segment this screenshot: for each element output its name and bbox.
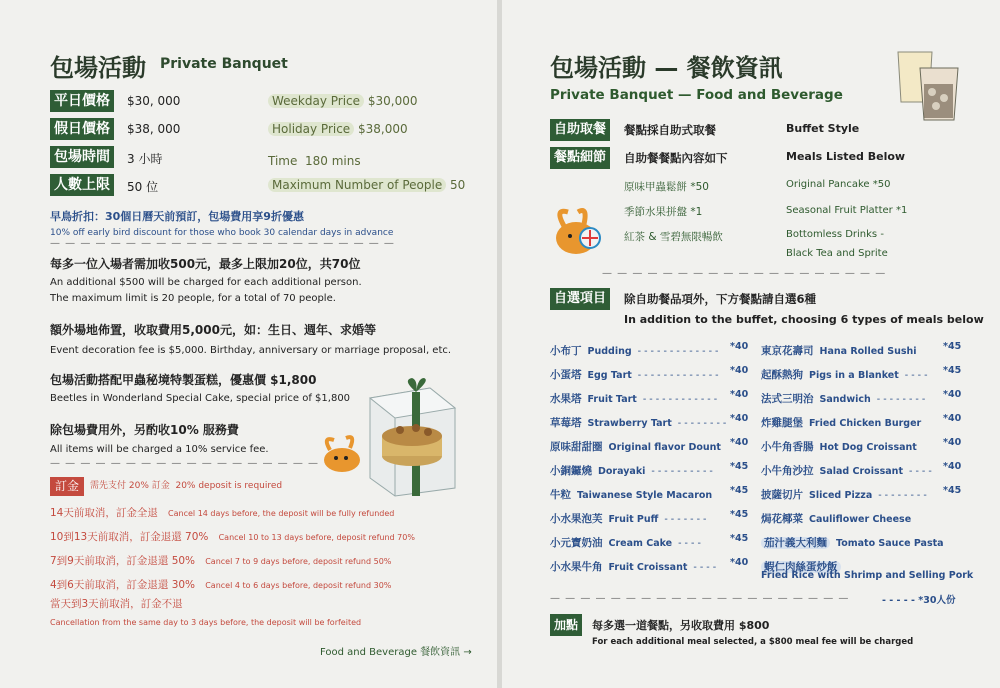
left-menu-item-cn: 小蛋塔: [550, 369, 582, 381]
right-divider-1: — — — — — — — — — — — — — — — — — — —: [602, 268, 887, 279]
right-menu-item-en: Hot Dog Croissant: [819, 442, 917, 453]
drinks-illustration: [894, 44, 964, 124]
food-beverage-link[interactable]: Food and Beverage 餐飲資訊 →: [320, 647, 472, 658]
add-tag: 加點: [550, 614, 582, 636]
buffet-cn: 餐點採自助式取餐: [624, 123, 716, 137]
left-menu-item: [550, 387, 717, 406]
right-menu-item: [761, 363, 928, 382]
left-menu-item-price: *40: [730, 365, 749, 376]
left-menu-item-cn: 牛粒: [550, 489, 571, 501]
left-menu-item-en: Cream Cake: [608, 538, 673, 549]
left-page: [0, 0, 497, 688]
right-menu-item-dots: - - - - - - - -: [876, 394, 926, 405]
item-1-cn: 季節水果拼盤 *1: [624, 206, 703, 218]
fried-rice-en: Fried Rice with Shrimp and Selling Pork: [761, 570, 974, 581]
time-value: 3 小時: [127, 152, 163, 166]
decoration-en: Event decoration fee is $5,000. Birthday, anniversary or marriage proposal, etc.: [50, 345, 452, 356]
extra-person-en1: An additional $500 will be charged for each additional person.: [50, 277, 362, 288]
cancel-row-2: 7到9天前取消，訂金退還 50% Cancel 7 to 9 days before, deposit refund 50%: [50, 555, 392, 567]
left-menu-item: [550, 483, 718, 502]
item-0-cn: 原味甲蟲鬆餅 *50: [624, 181, 709, 193]
item-2-cn: 紅茶 & 雪碧無限暢飲: [624, 231, 723, 243]
serves-note: - - - - - *30人份: [882, 595, 956, 606]
right-menu-item-cn: 焗花椰菜: [761, 513, 803, 525]
early-bird-en: 10% off early bird discount for those who book 30 calendar days in advance: [50, 228, 394, 238]
add-row: [550, 614, 582, 636]
right-menu-item-price: *40: [943, 413, 962, 424]
left-menu-item: [550, 411, 726, 430]
left-menu-item-en: Fruit Croissant: [608, 562, 688, 573]
left-menu-item-price: *40: [730, 341, 749, 352]
left-menu-item-dots: - - - - - - - - - - - - -: [637, 370, 719, 381]
buffet-en: Buffet Style: [786, 122, 860, 135]
left-menu-item: [550, 555, 716, 574]
left-menu-item-price: *40: [730, 389, 749, 400]
deposit-row: [50, 475, 84, 496]
beetle-mascot-illustration: [550, 198, 610, 260]
left-menu-item-cn: 水果塔: [550, 393, 582, 405]
left-menu-item-en: Fruit Puff: [608, 514, 659, 525]
left-menu-item-cn: 小水果牛角: [550, 561, 603, 573]
right-divider-2: — — — — — — — — — — — — — — — — — — — —: [550, 593, 850, 604]
left-menu-item-cn: 小水果泡芙: [550, 513, 603, 525]
buffet-tag: 自助取餐: [550, 119, 610, 141]
time-en: Time 180 mins: [268, 154, 361, 168]
divider-2: — — — — — — — — — — — — — — — — — —: [50, 458, 320, 469]
right-menu-item-price: *40: [943, 461, 962, 472]
cancel-row-3: 4到6天前取消，訂金退還 30% Cancel 4 to 6 days before, deposit refund 30%: [50, 579, 392, 591]
left-menu-item-price: *45: [730, 509, 749, 520]
cancel-row-1: 10到13天前取消，訂金退還 70% Cancel 10 to 13 days before, deposit refund 70%: [50, 531, 415, 543]
time-row: [50, 146, 114, 168]
right-menu-item-en: Tomato Sauce Pasta: [836, 538, 944, 549]
right-title-en: Private Banquet — Food and Beverage: [550, 87, 843, 103]
cancel-last-cn: 當天到3天前取消，訂金不退: [50, 598, 183, 610]
choice-cn: 除自助餐品項外，下方餐點請自選6種: [624, 292, 816, 306]
left-menu-item-dots: - - - - - - - - - -: [651, 466, 713, 477]
choice-tag: 自選項目: [550, 288, 610, 310]
right-menu-item-en: Hana Rolled Sushi: [819, 346, 917, 357]
holiday-value: $38, 000: [127, 122, 181, 136]
detail-cn: 自助餐餐點內容如下: [624, 151, 728, 165]
left-menu-item-dots: - - - - - - - - - - - -: [642, 394, 718, 405]
right-menu-item-en: Fried Chicken Burger: [809, 418, 922, 429]
right-menu-item-en: Sandwich: [819, 394, 871, 405]
holiday-tag: 假日價格: [50, 118, 114, 140]
detail-tag: 餐點細節: [550, 147, 610, 169]
service-cn: 除包場費用外，另酌收10% 服務費: [50, 423, 239, 437]
add-cn: 每多選一道餐點，另收取費用 $800: [592, 619, 770, 632]
right-title-cn: 包場活動 — 餐飲資訊: [550, 54, 783, 82]
left-menu-item-cn: 小元寶奶油: [550, 537, 603, 549]
right-menu-item: [761, 507, 917, 526]
left-title-en: Private Banquet: [160, 56, 288, 72]
left-menu-item: [550, 339, 718, 358]
left-menu-item-cn: 原味甜甜圈: [550, 441, 603, 453]
right-menu-item-dots: - - - -: [909, 466, 932, 477]
choice-en: In addition to the buffet, choosing 6 types of meals below: [624, 313, 984, 326]
right-menu-item-cn: 茄汁義大利麵: [761, 537, 830, 549]
right-menu-item-price: *45: [943, 485, 962, 496]
left-menu-item-en: Original flavor Dount: [608, 442, 721, 453]
left-menu-item-en: Taiwanese Style Macaron: [577, 490, 713, 501]
cancel-row-0: 14天前取消，訂金全退 Cancel 14 days before, the deposit will be fully refunded: [50, 507, 395, 519]
left-menu-item-dots: - - - -: [678, 538, 701, 549]
weekday-value: $30, 000: [127, 94, 181, 108]
holiday-row: [50, 118, 114, 140]
cake-en: Beetles in Wonderland Special Cake, special price of $1,800: [50, 393, 351, 404]
right-menu-item: [761, 459, 932, 478]
buffet-row: [550, 118, 610, 141]
left-menu-item-price: *45: [730, 461, 749, 472]
right-menu-item-en: Sliced Pizza: [809, 490, 873, 501]
right-menu-item-en: Salad Croissant: [819, 466, 903, 477]
left-menu-item-dots: - - - - - - -: [664, 514, 707, 525]
early-bird-cn: 早鳥折扣：30個日曆天前預訂，包場費用享9折優惠: [50, 210, 304, 223]
item-2-en2: Black Tea and Sprite: [786, 248, 888, 259]
right-menu-item-en: Cauliflower Cheese: [809, 514, 912, 525]
right-menu-item-cn: 起酥熱狗: [761, 369, 803, 381]
right-menu-item-cn: 炸雞腿堡: [761, 417, 803, 429]
left-menu-item-cn: 草莓塔: [550, 417, 582, 429]
left-menu-item-dots: - - - - - - - - - - - - -: [637, 346, 719, 357]
left-menu-item-price: *40: [730, 557, 749, 568]
decoration-cn: 額外場地佈置，收取費用5,000元，如：生日、週年、求婚等: [50, 323, 376, 337]
capacity-row: [50, 174, 114, 196]
left-menu-item-price: *45: [730, 533, 749, 544]
weekday-tag: 平日價格: [50, 90, 114, 112]
left-menu-item-cn: 小銅鑼燒: [550, 465, 592, 477]
left-menu-item-en: Egg Tart: [587, 370, 632, 381]
right-menu-item-cn: 披薩切片: [761, 489, 803, 501]
right-menu-item: [761, 435, 923, 454]
capacity-en: Maximum Number of People 50: [268, 178, 465, 192]
divider-1: — — — — — — — — — — — — — — — — — — — — — — —: [50, 238, 395, 249]
deposit-tag: 訂金: [50, 477, 84, 496]
left-menu-item-cn: 小布丁: [550, 345, 582, 357]
right-menu-item-cn: 小牛角香腸: [761, 441, 814, 453]
cancel-last-en: Cancellation from the same day to 3 days before, the deposit will be forfeited: [50, 618, 362, 627]
right-menu-item-dots: - - - - - - - -: [878, 490, 927, 501]
left-menu-item-price: *45: [730, 485, 749, 496]
right-menu-item-cn: 法式三明治: [761, 393, 814, 405]
item-0-en: Original Pancake *50: [786, 179, 891, 190]
choice-row: [550, 287, 610, 310]
right-menu-item-cn: 蝦仁肉絲蛋炒飯: [761, 561, 841, 573]
extra-person-cn: 每多一位入場者需加收500元，最多上限加20位，共70位: [50, 257, 361, 271]
detail-en: Meals Listed Below: [786, 150, 906, 163]
right-menu-item-cn: 小牛角沙拉: [761, 465, 814, 477]
right-page: [502, 0, 1000, 688]
left-title-cn: 包場活動: [50, 54, 146, 82]
item-2-en: Bottomless Drinks -: [786, 229, 884, 240]
right-menu-item: [761, 339, 923, 358]
detail-row: [550, 146, 610, 169]
cake-box-illustration: [320, 378, 470, 498]
left-menu-item: [550, 459, 713, 478]
weekday-en: Weekday Price $30,000: [268, 94, 418, 108]
capacity-value: 50 位: [127, 180, 159, 194]
item-1-en: Seasonal Fruit Platter *1: [786, 205, 908, 216]
right-menu-item-price: *45: [943, 341, 962, 352]
right-menu-item: [761, 387, 925, 406]
right-menu-item-en: Pigs in a Blanket: [809, 370, 899, 381]
holiday-en: Holiday Price $38,000: [268, 122, 408, 136]
left-menu-item-price: *40: [730, 437, 749, 448]
extra-person-en2: The maximum limit is 20 people, for a total of 70 people.: [50, 293, 336, 304]
right-menu-item-price: *40: [943, 389, 962, 400]
left-menu-item: [550, 531, 701, 550]
time-tag: 包場時間: [50, 146, 114, 168]
left-menu-item-dots: - - - -: [693, 562, 717, 573]
left-menu-item-dots: - - - - - - - -: [677, 418, 727, 429]
right-menu-item-cn: 東京花壽司: [761, 345, 814, 357]
left-menu-item-en: Pudding: [587, 346, 632, 357]
right-menu-item-dots: - - - -: [904, 370, 928, 381]
left-menu-item-en: Dorayaki: [598, 466, 646, 477]
left-menu-item: [550, 435, 727, 454]
left-menu-item-en: Strawberry Tart: [587, 418, 672, 429]
service-en: All items will be charged a 10% service fee.: [50, 444, 269, 455]
right-menu-item: [761, 483, 927, 502]
weekday-row: [50, 90, 114, 112]
left-menu-item-price: *40: [730, 413, 749, 424]
left-menu-item-en: Fruit Tart: [587, 394, 637, 405]
deposit-text: 需先支付 20% 訂金 20% deposit is required: [90, 481, 283, 491]
right-menu-item-price: *45: [943, 365, 962, 376]
right-menu-item-price: *40: [943, 437, 962, 448]
cake-cn: 包場活動搭配甲蟲秘境特製蛋糕，優惠價 $1,800: [50, 373, 317, 387]
left-menu-item: [550, 507, 706, 526]
capacity-tag: 人數上限: [50, 174, 114, 196]
right-menu-item: [761, 531, 950, 550]
add-en: For each additional meal selected, a $800 meal fee will be charged: [592, 637, 914, 647]
left-menu-item: [550, 363, 719, 382]
right-menu-item: [761, 411, 927, 430]
